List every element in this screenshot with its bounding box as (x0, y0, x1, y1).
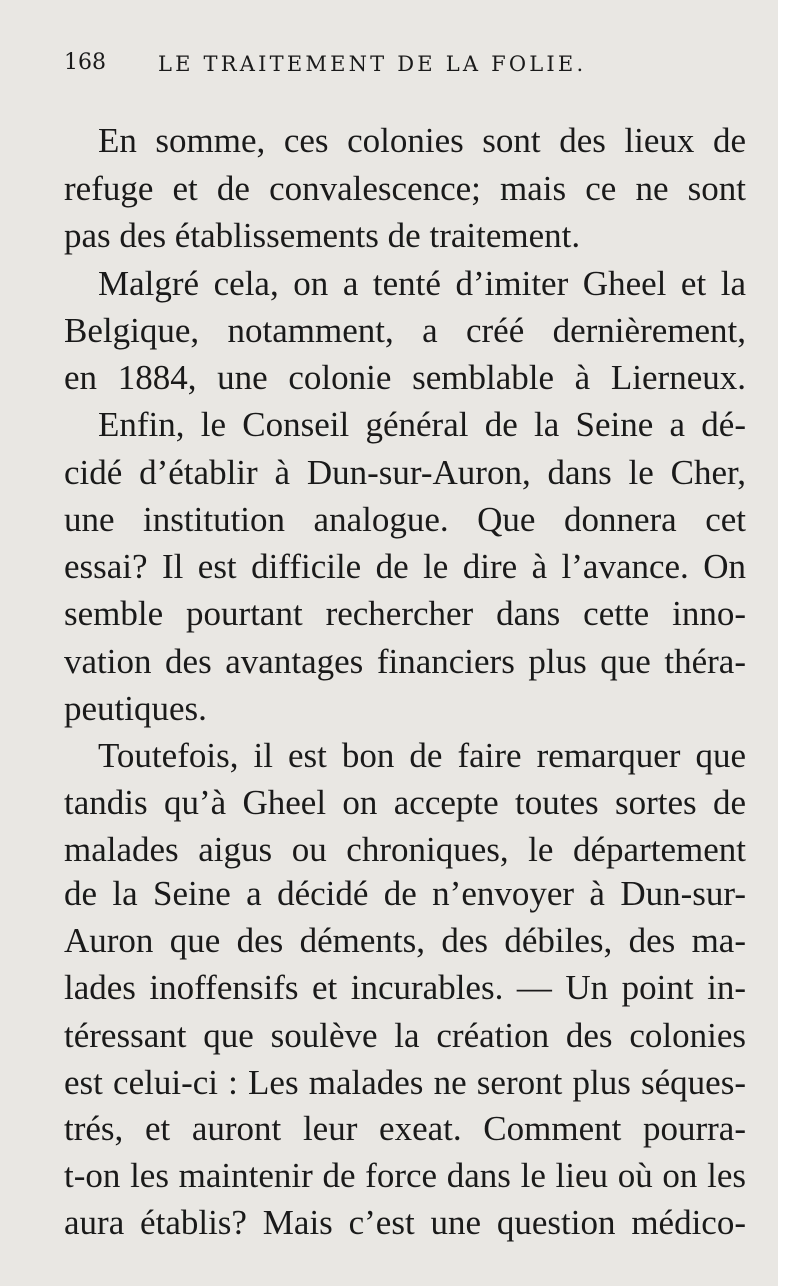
text-line: semble pourtant rechercher dans cette inno- (64, 594, 746, 633)
text-line: trés, et auront leur exeat. Comment pourra- (64, 1109, 746, 1148)
page-number: 168 (64, 50, 106, 75)
text-line: aura établis? Mais c’est une question médico- (64, 1203, 746, 1242)
text-line: tandis qu’à Gheel on accepte toutes sortes de (64, 783, 746, 822)
text-line: de la Seine a décidé de n’envoyer à Dun-sur- (64, 874, 746, 913)
text-line: vation des avantages financiers plus que théra- (64, 642, 746, 681)
text-line: en 1884, une colonie semblable à Lierneux. (64, 358, 746, 397)
text-line: t-on les maintenir de force dans le lieu où on les (64, 1156, 746, 1195)
text-line: Enfin, le Conseil général de la Seine a dé- (98, 405, 746, 444)
page-edge (778, 0, 800, 1286)
text-line: Auron que des déments, des débiles, des ma- (64, 921, 746, 960)
text-line: Malgré cela, on a tenté d’imiter Gheel et la (98, 264, 746, 303)
text-line: est celui-ci : Les malades ne seront plus séques- (64, 1063, 746, 1102)
text-line: peutiques. (64, 689, 207, 728)
text-line: En somme, ces colonies sont des lieux de (98, 121, 746, 160)
text-line: Toutefois, il est bon de faire remarquer que (98, 736, 746, 775)
text-line: téressant que soulève la création des colonies (64, 1016, 746, 1055)
text-line: malades aigus ou chroniques, le département (64, 830, 746, 869)
text-line: une institution analogue. Que donnera cet (64, 500, 746, 539)
text-line: lades inoffensifs et incurables. — Un point in- (64, 968, 746, 1007)
text-line: Belgique, notamment, a créé dernièrement, (64, 311, 746, 350)
text-line: refuge et de convalescence; mais ce ne sont (64, 169, 746, 208)
text-line: essai? Il est difficile de le dire à l’avance. On (64, 547, 746, 586)
running-title: LE TRAITEMENT DE LA FOLIE. (158, 52, 587, 76)
text-line: cidé d’établir à Dun-sur-Auron, dans le Cher, (64, 453, 746, 492)
text-line: pas des établissements de traitement. (64, 216, 581, 255)
